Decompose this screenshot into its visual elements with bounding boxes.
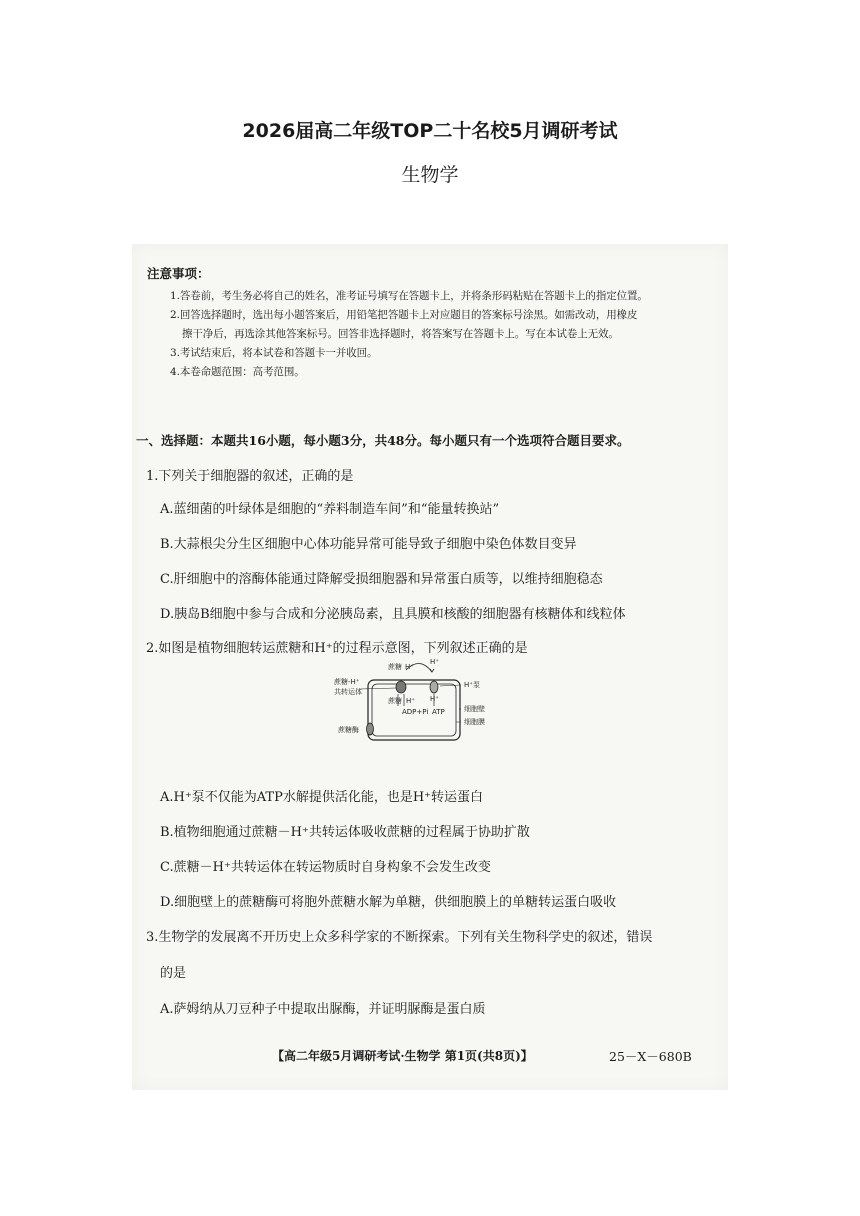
subject-title: 生物学: [401, 164, 459, 186]
notice-heading: 注意事项：: [147, 266, 210, 281]
notice-line: 3.考试结束后，将本试卷和答题卡一并收回。: [170, 347, 378, 359]
sucrose-transport-diagram: [332, 654, 492, 744]
question-2-option-c: C.蔗糖－H⁺共转运体在转运物质时自身构象不会发生改变: [160, 860, 491, 875]
label-adp: ADP+Pi: [402, 708, 429, 716]
label-h-plus-inside-right: H⁺: [430, 695, 439, 703]
label-h-plus-top-left: H⁺: [405, 663, 414, 671]
label-cell-membrane: 细胞膜: [464, 718, 485, 726]
question-2-stem: 2.如图是植物细胞转运蔗糖和H⁺的过程示意图，下列叙述正确的是: [146, 641, 528, 656]
label-cell-wall: 细胞壁: [464, 705, 485, 713]
question-1-option-b: B.大蒜根尖分生区细胞中心体功能异常可能导致子细胞中染色体数目变异: [160, 537, 577, 552]
paper-code: 25－X－680B: [609, 1049, 692, 1064]
label-cotransporter-2: 共转运体: [334, 688, 362, 696]
question-3-stem-continued: 的是: [160, 966, 187, 981]
page-footer: 【高二年级5月调研考试·生物学 第1页(共8页)】: [272, 1049, 533, 1063]
sucrase-shape: [367, 723, 374, 735]
notice-line: 擦干净后，再选涂其他答案标号。回答非选择题时，将答案写在答题卡上。写在本试卷上无效。: [182, 328, 619, 340]
question-1-option-d: D.胰岛B细胞中参与合成和分泌胰岛素，且具膜和核酸的细胞器有核糖体和线粒体: [160, 607, 626, 622]
question-1-option-a: A.蓝细菌的叶绿体是细胞的“养料制造车间”和“能量转换站”: [160, 502, 500, 517]
label-atp: ATP: [432, 708, 445, 716]
cotransporter-shape: [396, 681, 406, 693]
label-sucrase: 蔗糖酶: [338, 726, 359, 734]
question-2-option-b: B.植物细胞通过蔗糖－H⁺共转运体吸收蔗糖的过程属于协助扩散: [160, 825, 530, 840]
label-h-plus-inside-left: H⁺: [406, 697, 415, 705]
question-2-option-a: A.H⁺泵不仅能为ATP水解提供活化能，也是H⁺转运蛋白: [160, 790, 484, 805]
label-proton-pump: H⁺泵: [464, 681, 480, 689]
question-1-stem: 1.下列关于细胞器的叙述，正确的是: [146, 469, 354, 484]
proton-pump-shape: [430, 681, 438, 693]
question-3-option-a: A.萨姆纳从刀豆种子中提取出脲酶，并证明脲酶是蛋白质: [160, 1002, 486, 1017]
label-h-plus-top-right: H⁺: [430, 658, 439, 666]
notice-line: 4.本卷命题范围：高考范围。: [170, 366, 305, 378]
scanned-page: [132, 244, 728, 1090]
notice-line: 1.答卷前，考生务必将自己的姓名，准考证号填写在答题卡上，并将条形码粘贴在答题卡上的指定位置。: [170, 290, 648, 302]
section-heading: 一、选择题：本题共16小题，每小题3分，共48分。每小题只有一个选项符合题目要求。: [136, 433, 630, 448]
label-sucrose: 蔗糖: [388, 663, 402, 671]
notice-line: 2.回答选择题时，选出每小题答案后，用铅笔把答题卡上对应题目的答案标号涂黑。如需改动，用橡皮: [170, 309, 638, 321]
question-3-stem: 3.生物学的发展离不开历史上众多科学家的不断探索。下列有关生物科学史的叙述，错误: [146, 930, 653, 945]
question-1-option-c: C.肝细胞中的溶酶体能通过降解受损细胞器和异常蛋白质等，以维持细胞稳态: [160, 572, 603, 587]
label-cotransporter: 蔗糖-H⁺: [334, 678, 360, 686]
question-2-option-d: D.细胞壁上的蔗糖酶可将胞外蔗糖水解为单糖，供细胞膜上的单糖转运蛋白吸收: [160, 895, 617, 910]
label-sucrose-inside: 蔗糖: [388, 697, 402, 705]
page-title: 2026届高二年级TOP二十名校5月调研考试: [242, 120, 618, 142]
